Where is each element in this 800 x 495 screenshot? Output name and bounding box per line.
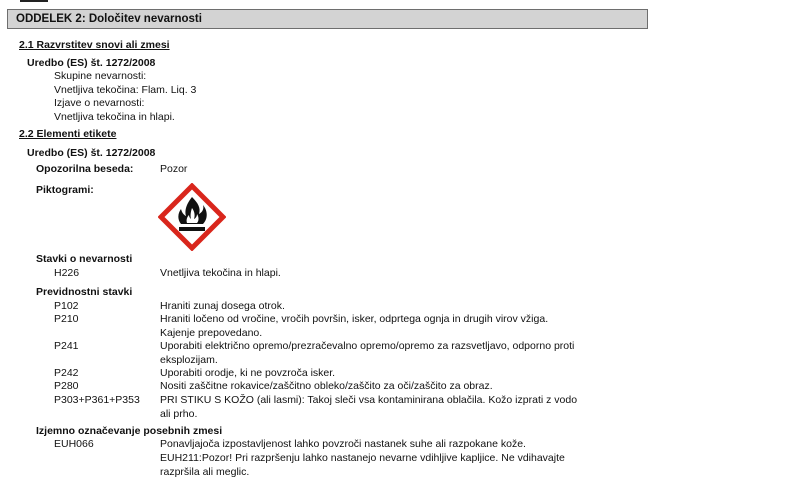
statement-code: P303+P361+P353 [54,394,140,406]
regulation-2-1: Uredbo (ES) št. 1272/2008 [27,57,156,69]
statement-code: P242 [54,367,79,379]
classification-line: Vnetljiva tekočina in hlapi. [54,111,175,123]
top-rule [20,0,48,2]
statement-code: P241 [54,340,79,352]
statement-text: Ponavljajoča izpostavljenost lahko povzroči nastanek suhe ali razpokane kože. [160,438,526,450]
statement-code: P102 [54,300,79,312]
classification-line: Vnetljiva tekočina: Flam. Liq. 3 [54,84,197,96]
statement-text: Vnetljiva tekočina in hlapi. [160,267,281,279]
subsection-2-2-heading: 2.2 Elementi etikete [19,128,117,140]
subsection-2-1-heading: 2.1 Razvrstitev snovi ali zmesi [19,39,170,51]
pictograms-label: Piktogrami: [36,184,94,196]
statement-code: H226 [54,267,80,279]
statement-code: P210 [54,313,79,325]
hazard-statements-heading: Stavki o nevarnosti [36,253,133,265]
statement-text: EUH211:Pozor! Pri razpršenju lahko nastanejo nevarne vdihljive kapljice. Ne vdihavajte razpršila ali meglic. [160,452,565,478]
classification-line: Izjave o nevarnosti: [54,97,145,109]
special-labelling-heading: Izjemno označevanje posebnih zmesi [36,425,223,437]
statement-text: Hraniti ločeno od vročine, vročih površin, isker, odprtega ognja in drugih virov vžiga. Kajenje prepovedano. [160,313,549,339]
statement-text: Uporabiti električno opremo/prezračevalno opremo/opremo za razsvetljavo, odporno proti eksplozijam. [160,340,575,366]
flame-ghs02-icon [158,183,226,251]
statement-text: Hraniti zunaj dosega otrok. [160,300,285,312]
statement-code: P280 [54,380,79,392]
precautionary-statements-heading: Previdnostni stavki [36,286,133,298]
classification-line: Skupine nevarnosti: [54,70,147,82]
statement-text: Nositi zaščitne rokavice/zaščitno obleko/zaščito za oči/zaščito za obraz. [160,380,493,392]
signal-word-value: Pozor [160,163,188,175]
section-header: ODDELEK 2: Določitev nevarnosti [7,9,648,29]
statement-text: PRI STIKU S KOŽO (ali lasmi): Takoj sleči vsa kontaminirana oblačila. Kožo izprati z vodo ali prho. [160,394,578,420]
regulation-2-2: Uredbo (ES) št. 1272/2008 [27,147,156,159]
signal-word-label: Opozorilna beseda: [36,163,134,175]
statement-text: Uporabiti orodje, ki ne povzroča isker. [160,367,336,379]
statement-code: EUH066 [54,438,94,450]
